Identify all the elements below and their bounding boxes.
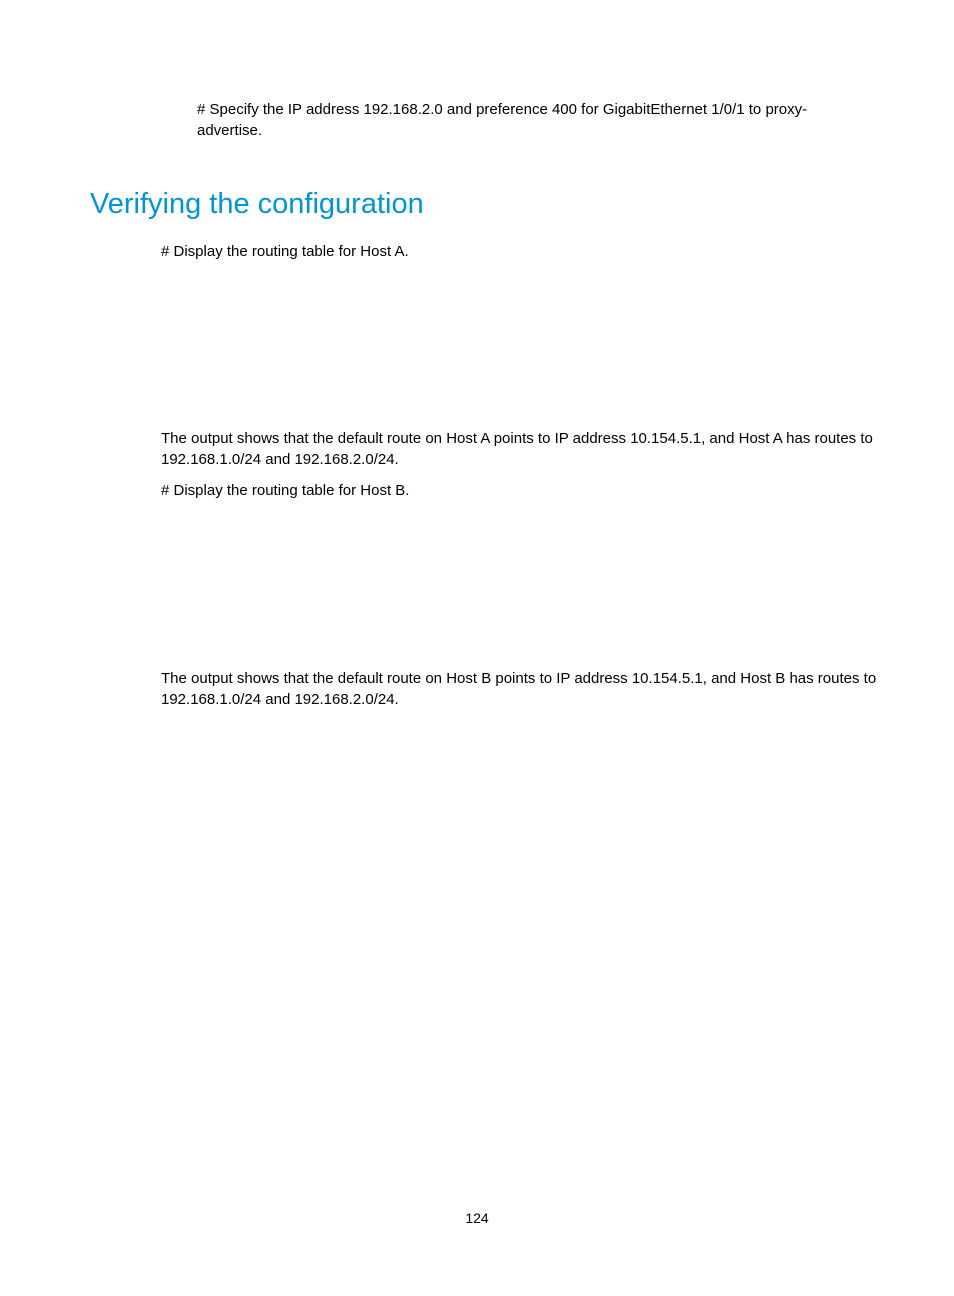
host-b-result-text: The output shows that the default route on Host B points to IP address 10.154.5.1, and Host B has routes to 192.168.1.0/24 and 192.168.2.0/24. [161,670,877,708]
section-heading: Verifying the configuration [90,188,424,220]
host-b-instruction: # Display the routing table for Host B. [161,482,410,499]
host-a-instruction: # Display the routing table for Host A. [161,243,409,260]
host-a-routing-output-area [161,270,881,420]
host-a-result-text: The output shows that the default route on Host A points to IP address 10.154.5.1, and Host A has routes to 192.168.1.0/24 and 192.168.2.0/24. [161,430,873,468]
host-b-routing-output-area [161,509,881,659]
step-intro-text: # Specify the IP address 192.168.2.0 and preference 400 for GigabitEthernet 1/0/1 to proxy-advertise. [197,101,808,139]
page-number: 124 [465,1210,489,1226]
